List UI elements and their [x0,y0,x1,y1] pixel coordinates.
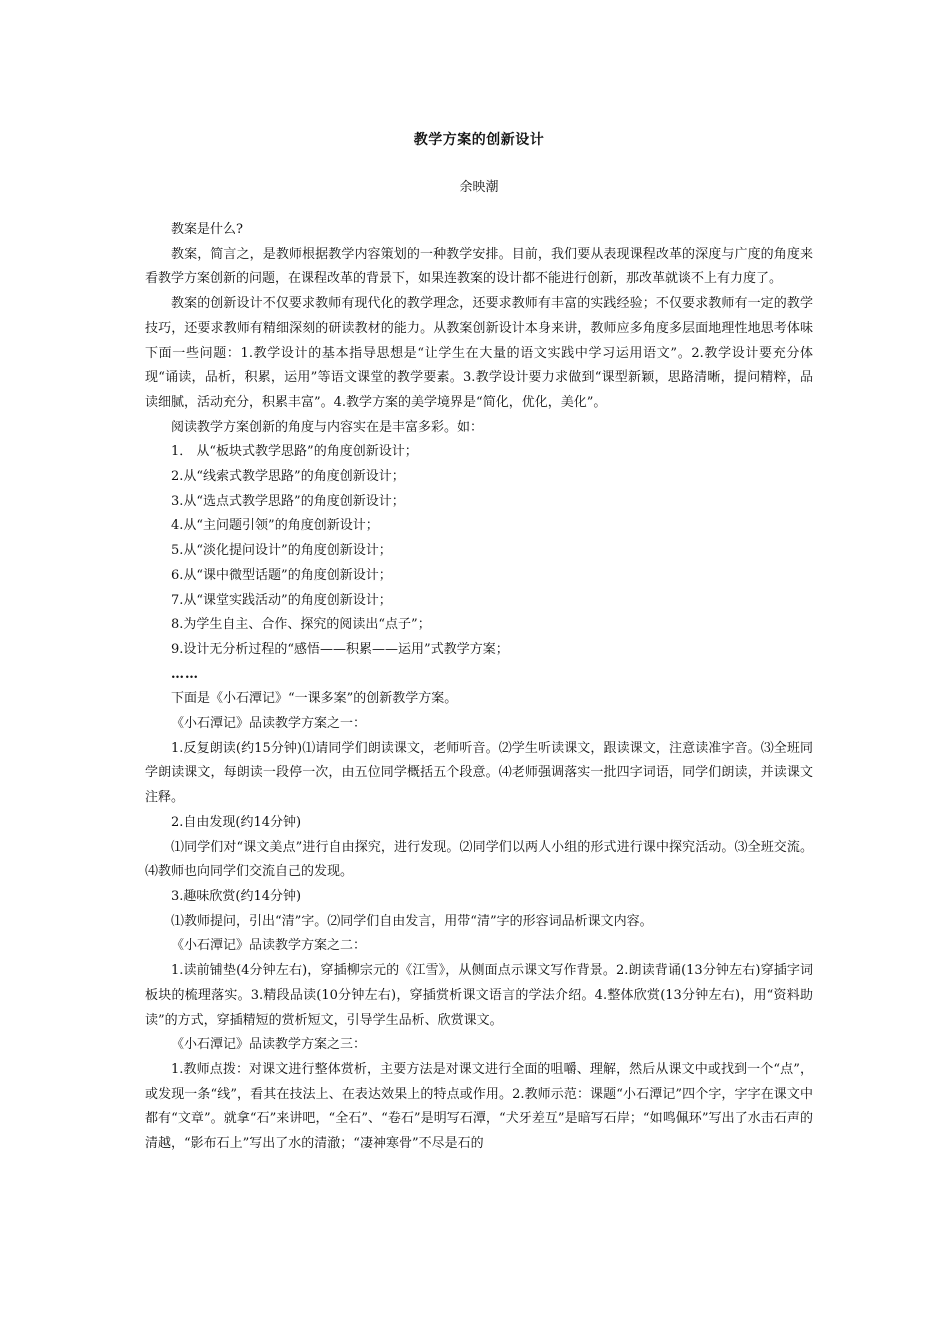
paragraph-plan-2-steps: 1.读前铺垫(4分钟左右)，穿插柳宗元的《江雪》，从侧面点示课文写作背景。2.朗读背诵(13分钟左右)穿插字词板块的梳理落实。3.精段品读(10分钟左右)，穿插赏析课文语言的学法介绍。4.整体欣赏(13分钟左右)，用“资料助读”的方式，穿插精短的赏析短文，引导学生品析、欣赏课文。 [145,963,813,1028]
section-heading-plan-3: 《小石潭记》品读教学方案之三： [171,1037,367,1053]
document-title: 教学方案的创新设计 [413,132,545,148]
list-item: 5.从“淡化提问设计”的角度创新设计； [171,543,392,559]
list-item: 8.为学生自主、合作、探究的阅读出“点子”； [171,617,431,633]
list-item: 2.从“线索式教学思路”的角度创新设计； [171,469,405,485]
paragraph-plan-1-step-2: 2.自由发现(约14分钟) [171,814,302,830]
list-item: 9.设计无分析过程的“感悟——积累——运用”式教学方案； [171,641,509,657]
paragraph-plan-1-step-1: 1.反复朗读(约15分钟)⑴请同学们朗读课文，老师听音。⑵学生听读课文，跟读课文，注意读准字音。⑶全班同学朗读课文，每朗读一段停一次，由五位同学概括五个段意。⑷老师强调落实一批四字词语，同学们朗读，并读课文注释。 [145,740,813,806]
section-heading-plan-2: 《小石潭记》品读教学方案之二： [171,938,367,954]
paragraph-plan-1-step-3-detail: ⑴教师提问，引出“清”字。⑵同学们自由发言，用带“清”字的形容词品析课文内容。 [171,913,653,929]
paragraph-lesson-intro: 下面是《小石潭记》“一课多案”的创新教学方案。 [171,691,458,707]
paragraph-intro-question: 教案是什么? [171,222,243,237]
document-author: 余映潮 [459,180,499,195]
ellipsis: …… [171,666,199,682]
list-item: 6.从“课中微型话题”的角度创新设计； [171,567,392,583]
section-heading-plan-1: 《小石潭记》品读教学方案之一： [171,716,367,732]
paragraph-requirements: 教案的创新设计不仅要求教师有现代化的教学理念，还要求教师有丰富的实践经验；不仅要求教师有一定的教学技巧，还要求教师有精细深刻的研读教材的能力。从教案创新设计本身来讲，教师应多角度多层面地理性地思考体味下面一些问题：1.教学设计的基本指导思想是“让学生在大量的语文实践中学习运用语文”。2.教学设计要充分体现“诵读，品析，积累，运用”等语文课堂的教学要素。3.教学设计要力求做到“课型新颖，思路清晰，提问精粹，品读细腻，活动充分，积累丰富”。4.教学方案的美学境界是“简化，优化，美化”。 [145,296,813,410]
document-body [145,218,813,1157]
paragraph-definition: 教案，简言之，是教师根据教学内容策划的一种教学安排。目前，我们要从表现课程改革的深度与广度的角度来看教学方案创新的问题，在课程改革的背景下，如果连教案的设计都不能进行创新，那改革就谈不上有力度了。 [145,246,813,287]
paragraph-plan-1-step-3: 3.趣味欣赏(约14分钟) [171,888,302,904]
paragraph-angles-intro: 阅读教学方案创新的角度与内容实在是丰富多彩。如： [171,419,484,435]
list-item: 1． 从“板块式教学思路”的角度创新设计； [171,444,418,460]
paragraph-plan-3-steps: 1.教师点拨：对课文进行整体赏析，主要方法是对课文进行全面的咀嚼、理解，然后从课文中或找到一个“点”，或发现一条“线”，看其在技法上、在表达效果上的特点或作用。2.教师示范：课题“小石潭记”四个字，字字在课文中都有“文章”。就拿“石”来讲吧，“全石”、“卷石”是明写石潭，“犬牙差互”是暗写石岸；“如鸣佩环”写出了水击石声的清越，“影布石上”写出了水的清澈；“凄神寒骨”不尽是石的 [145,1061,813,1152]
paragraph-plan-1-step-2-detail: ⑴同学们对“课文美点”进行自由探究，进行发现。⑵同学们以两人小组的形式进行课中探究活动。⑶全班交流。⑷教师也向同学们交流自己的发现。 [145,839,813,880]
list-item: 4.从“主问题引领”的角度创新设计； [171,518,379,534]
list-item: 3.从“选点式教学思路”的角度创新设计； [171,493,405,509]
list-item: 7.从“课堂实践活动”的角度创新设计； [171,592,392,608]
